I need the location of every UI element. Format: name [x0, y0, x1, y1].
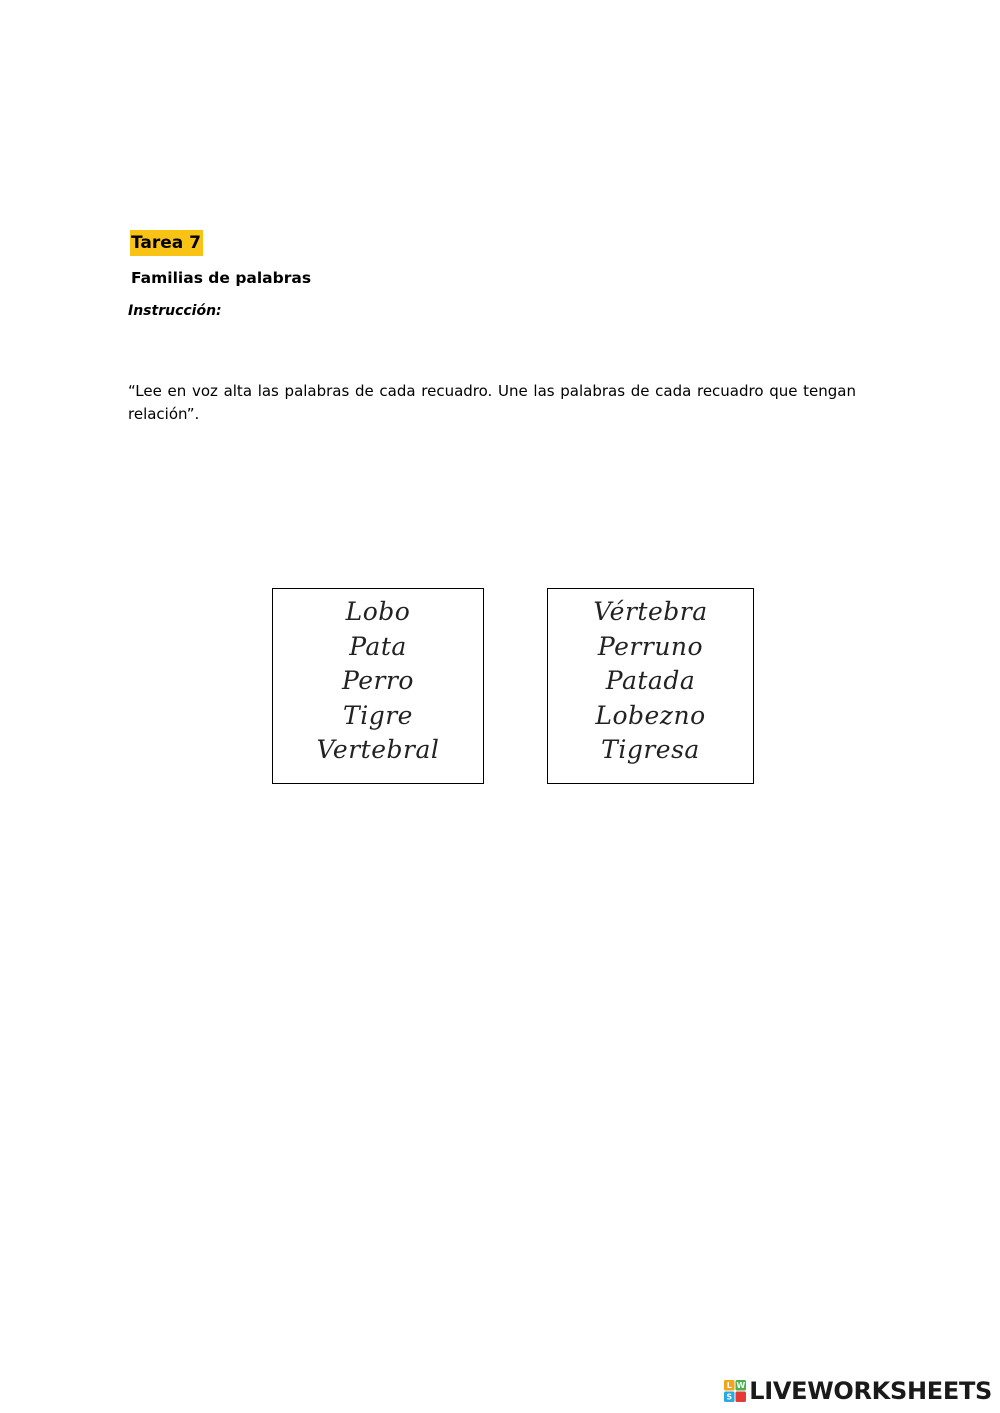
svg-text:W: W	[736, 1381, 746, 1391]
right-word-box	[547, 588, 754, 784]
svg-text:S: S	[726, 1392, 733, 1402]
left-word-pata[interactable]: Pata	[349, 631, 407, 661]
left-word-perro[interactable]: Perro	[342, 666, 414, 695]
right-word-tigresa[interactable]: Tigresa	[601, 735, 700, 764]
liveworksheets-brand	[724, 1377, 992, 1405]
left-word-tigre[interactable]: Tigre	[343, 700, 413, 730]
instruction-text: “Lee en voz alta las palabras de cada recuadro. Une las palabras de cada recuadro que tengan relación”.	[128, 382, 856, 423]
instruction-label: Instrucción:	[128, 303, 222, 319]
task-title: Tarea 7	[130, 230, 203, 256]
left-word-box	[272, 588, 484, 784]
left-word-list	[273, 595, 483, 768]
liveworksheets-logo-icon	[724, 1380, 746, 1402]
right-word-lobezno[interactable]: Lobezno	[595, 700, 706, 730]
right-word-patada[interactable]: Patada	[605, 666, 696, 695]
right-word-list	[548, 595, 753, 768]
liveworksheets-wordmark: LIVEWORKSHEETS	[749, 1377, 992, 1405]
left-word-vertebral[interactable]: Vertebral	[316, 735, 440, 764]
left-word-lobo[interactable]: Lobo	[345, 597, 411, 626]
section-subtitle: Familias de palabras	[131, 269, 312, 287]
right-word-vertebra[interactable]: Vértebra	[593, 597, 708, 626]
svg-text:L: L	[726, 1381, 733, 1391]
right-word-perruno[interactable]: Perruno	[597, 631, 704, 661]
